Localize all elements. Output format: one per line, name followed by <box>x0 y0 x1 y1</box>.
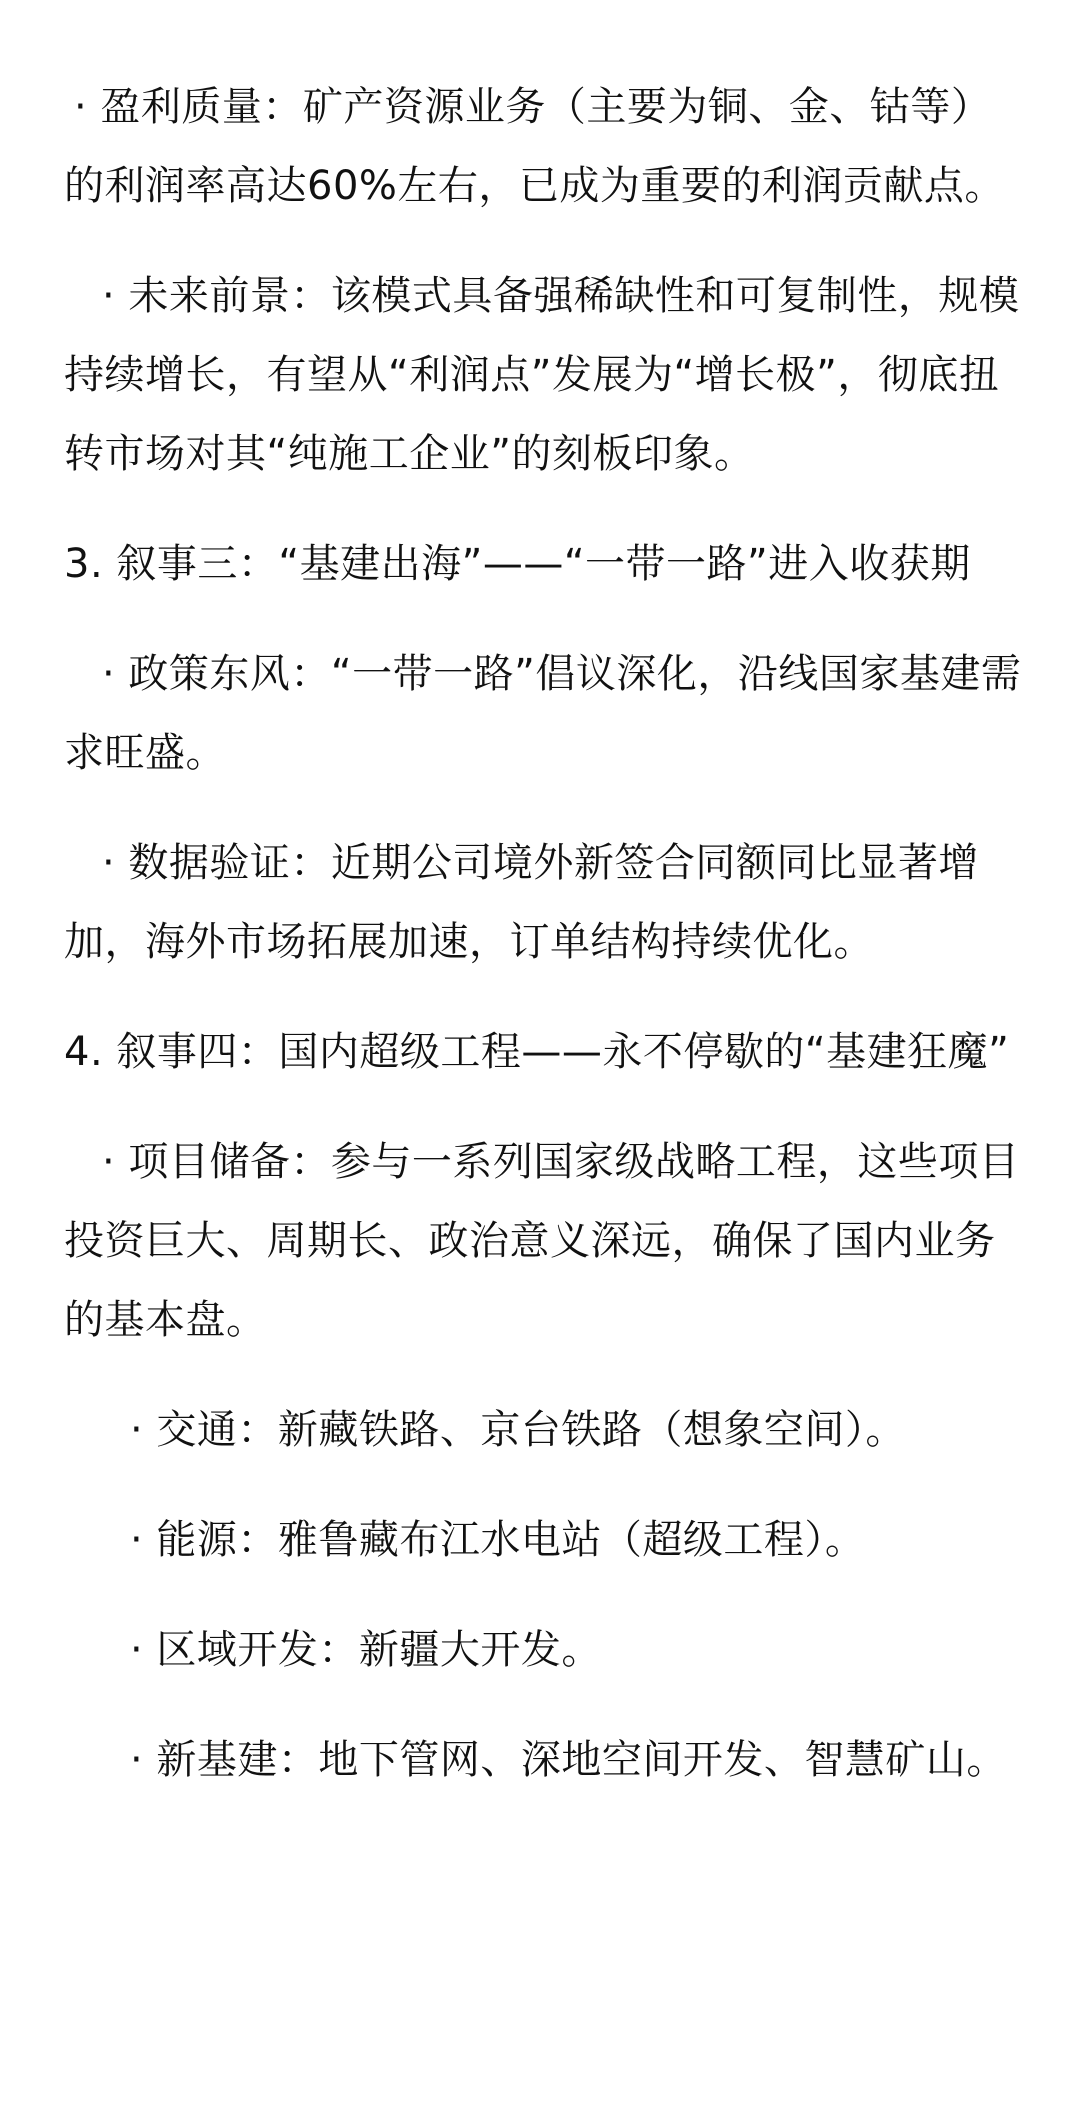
bullet-project-reserve: · 项目储备：参与一系列国家级战略工程，这些项目投资巨大、周期长、政治意义深远，确保了国内业务的基本盘。 <box>64 1139 1020 1343</box>
bullet-regional-development: · 区域开发：新疆大开发。 <box>130 1627 602 1673</box>
bullet-energy: · 能源：雅鲁藏布江水电站（超级工程）。 <box>130 1517 866 1563</box>
bullet-data-validation: · 数据验证：近期公司境外新签合同额同比显著增加，海外市场拓展加速，订单结构持续优化。 <box>64 840 979 965</box>
bullet-policy-tailwind: · 政策东风：“一带一路”倡议深化，沿线国家基建需求旺盛。 <box>64 651 1022 776</box>
heading-narrative-3: 3. 叙事三：“基建出海”——“一带一路”进入收获期 <box>64 541 971 587</box>
heading-narrative-4: 4. 叙事四：国内超级工程——永不停歇的“基建狂魔” <box>64 1029 1010 1075</box>
bullet-transport: · 交通：新藏铁路、京台铁路（想象空间）。 <box>130 1407 906 1453</box>
bullet-new-infrastructure: · 新基建：地下管网、深地空间开发、智慧矿山。 <box>130 1737 1007 1783</box>
bullet-future-outlook: · 未来前景：该模式具备强稀缺性和可复制性，规模持续增长，有望从“利润点”发展为“增长极”，彻底扭转市场对其“纯施工企业”的刻板印象。 <box>64 273 1020 477</box>
bullet-profit-quality: · 盈利质量：矿产资源业务（主要为铜、金、钴等）的利润率高达60%左右，已成为重要的利润贡献点。 <box>64 84 1005 209</box>
